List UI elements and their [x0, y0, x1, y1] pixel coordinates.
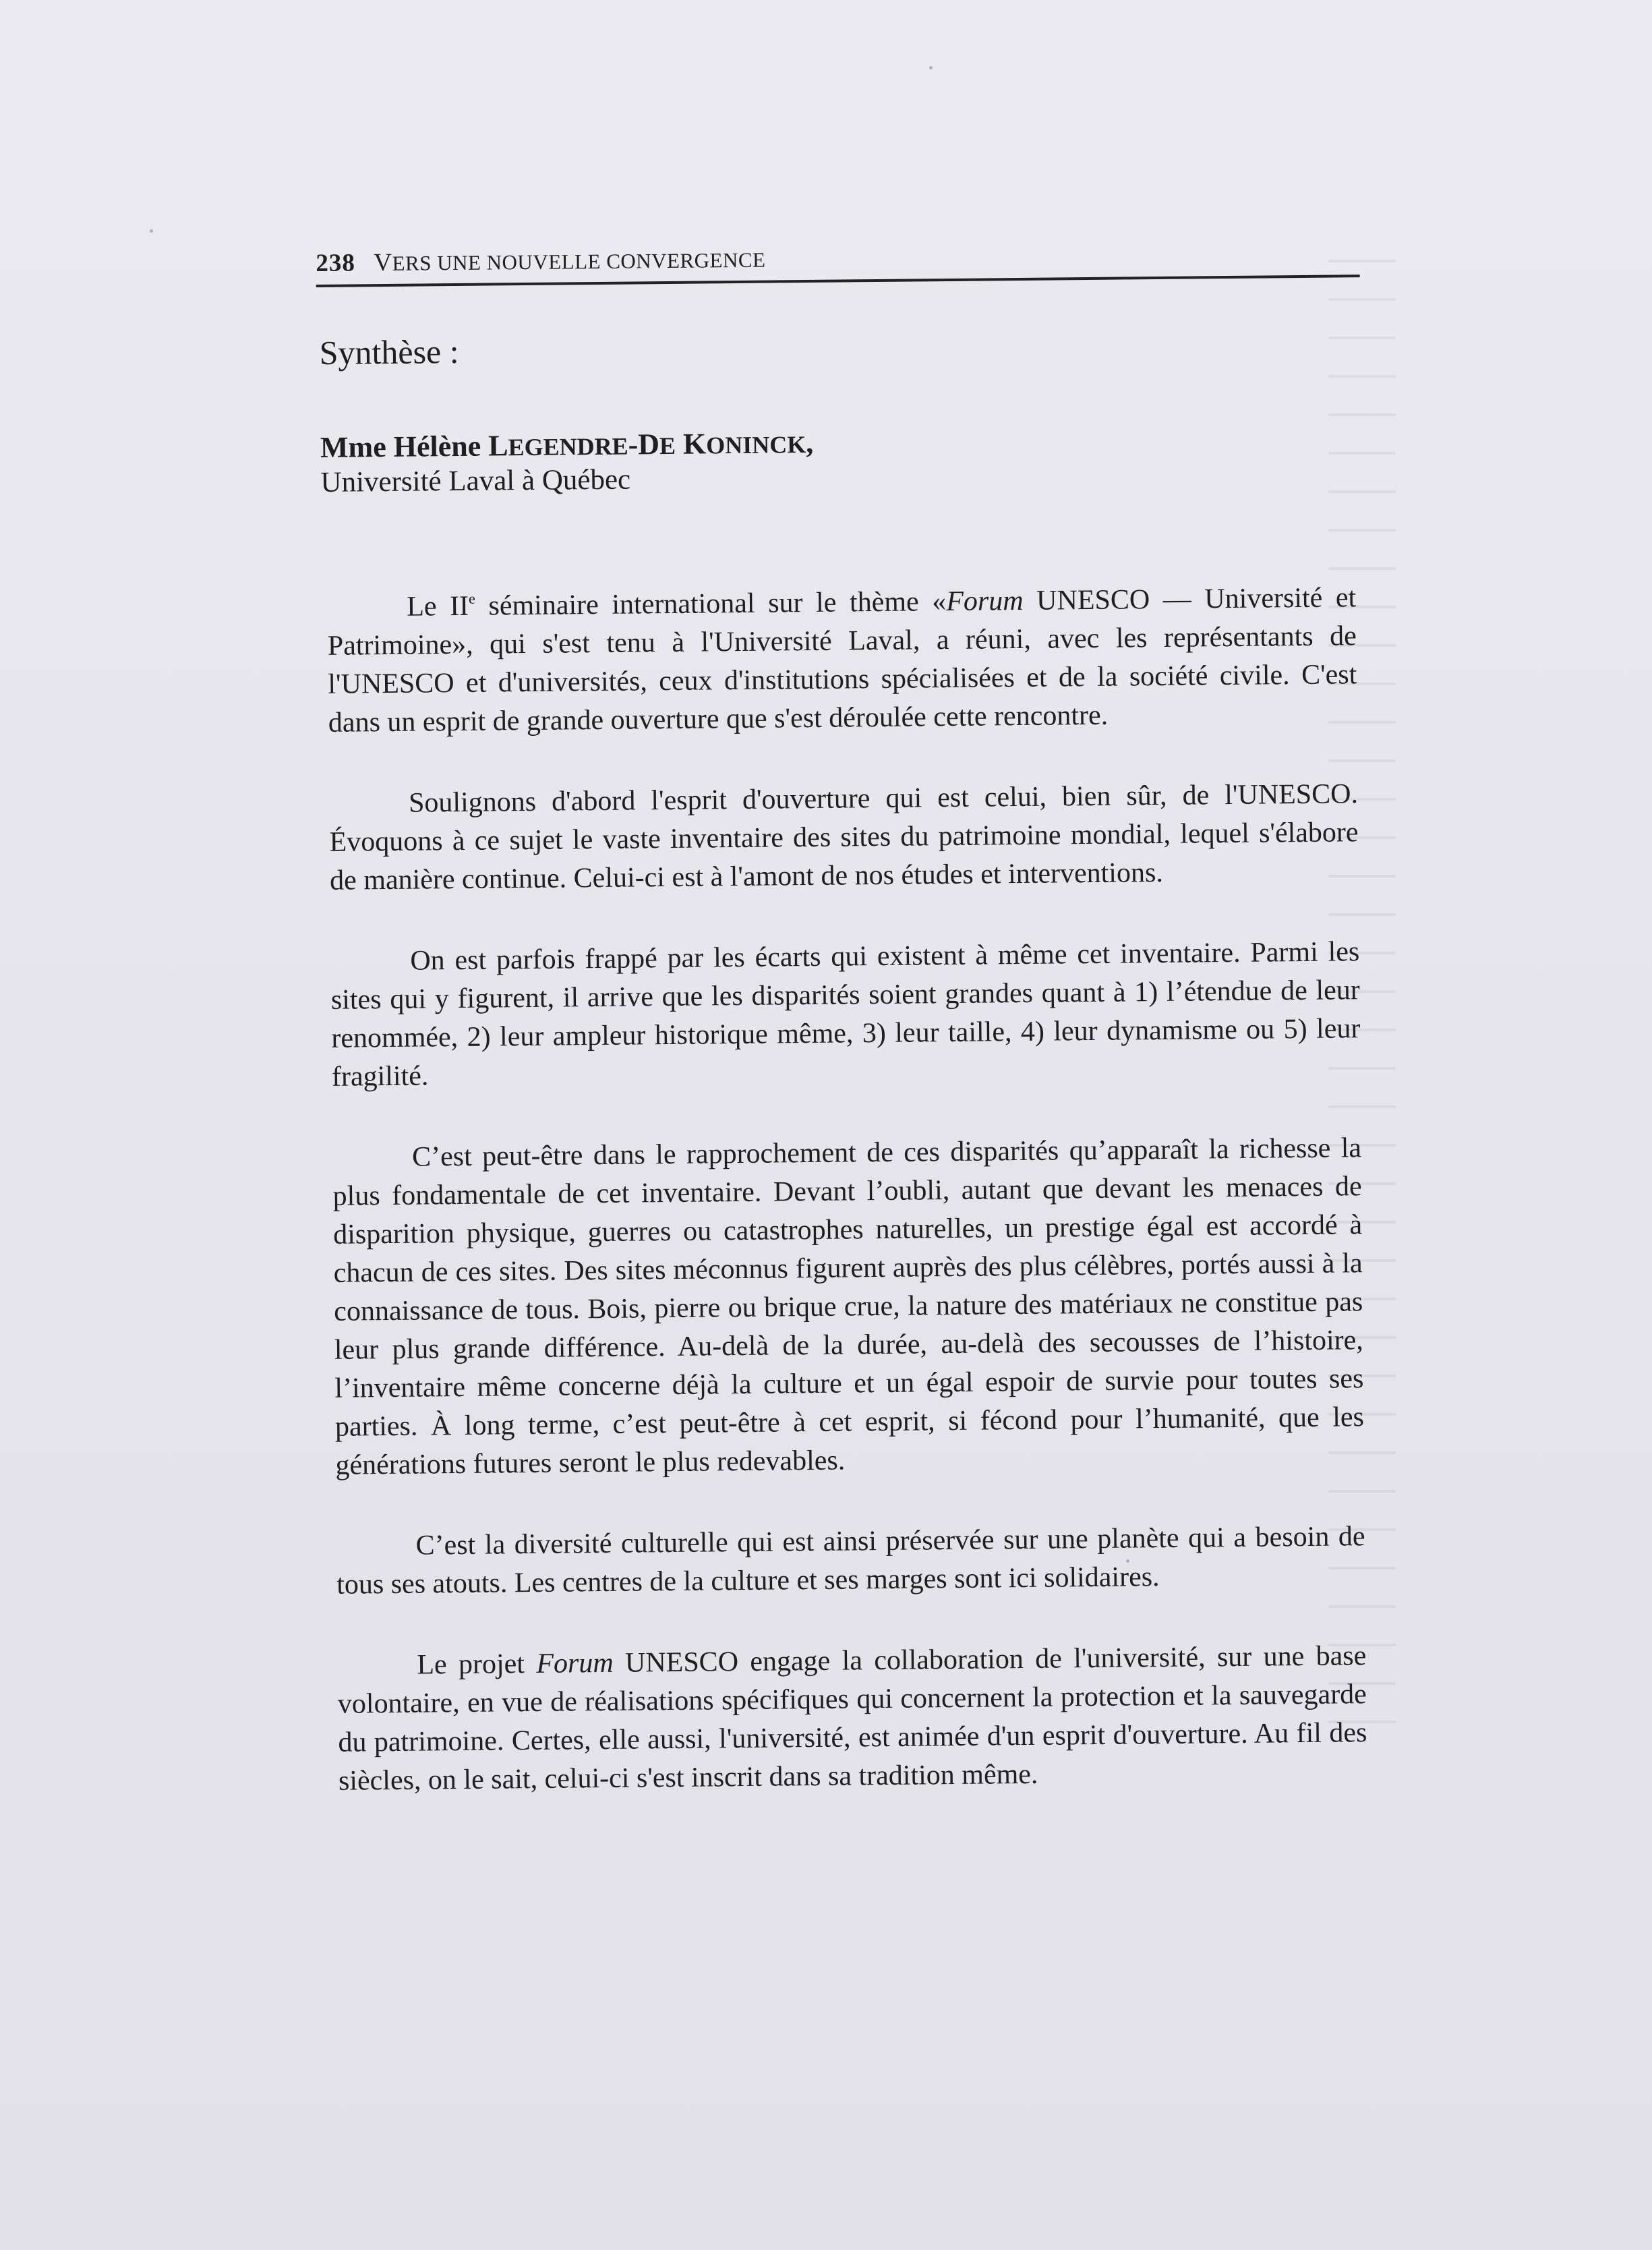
- paper-speck: [929, 66, 933, 69]
- paragraph-5: C’est la diversité culturelle qui est ainsi préservée sur une planète qui a besoin de tous ses atouts. Les centres de la culture et ses marges sont ici solidaires.: [336, 1521, 1365, 1600]
- paragraph-text: UNESCO engage la collaboration de l'université, sur une base volontaire, en vue de réalisations spécifiques qui concernent la protection et la sauvegarde du patrimoine. Certes, elle aussi, l'université, est animée d'un esprit d'ouverture. Au fil des siècles, on le sait, celui-ci s'est inscrit dans sa tradition même.: [337, 1640, 1367, 1797]
- italic-term: Forum: [946, 585, 1024, 618]
- author-affiliation: Université Laval à Québec: [320, 463, 631, 498]
- running-title: [374, 245, 766, 278]
- author-initial: L: [488, 429, 508, 463]
- author-smallcaps: ONINCK: [706, 431, 806, 459]
- paper-speck: [150, 229, 153, 233]
- author-initial: K: [682, 427, 707, 461]
- page-number: 238: [316, 249, 356, 277]
- paragraph-1: [327, 579, 1357, 743]
- italic-term: Forum: [536, 1648, 614, 1680]
- author-comma: ,: [806, 426, 814, 460]
- author-smallcaps: E: [659, 432, 676, 460]
- running-title-rest: ERS UNE NOUVELLE CONVERGENCE: [392, 248, 766, 275]
- paragraph-text: Le projet: [417, 1648, 537, 1681]
- paragraph-2: Soulignons d'abord l'esprit d'ouverture qui est celui, bien sûr, de l'UNESCO. Évoquons à ce sujet le vaste inventaire des sites du patrimoine mondial, lequel s'élabore de manière continue. Celui-ci est à l'amont de nos études et interventions.: [329, 778, 1359, 897]
- author-dash: -: [628, 428, 639, 461]
- paragraph-text: séminaire international sur le thème «: [475, 586, 947, 622]
- section-title: Synthèse :: [319, 332, 459, 372]
- book-page: [316, 226, 1376, 1843]
- paragraph-4: C’est peut-être dans le rapprochement de ces disparités qu’apparaît la richesse la plus fondamentale de cet inventaire. Devant l’oubli, autant que devant les menaces de disparition physique, guerres ou catastrophes naturelles, un prestige égal est accordé à chacun de ces sites. Des sites méconnus figurent auprès des plus célèbres, portés aussi à la connaissance de tous. Bois, pierre ou brique crue, la nature des matériaux ne constitue pas leur plus grande différence. Au-delà de la durée, au-delà des secousses de l’histoire, l’inventaire même concerne déjà la culture et un égal espoir de survie pour toutes ses parties. À long terme, c’est peut-être à cet esprit, si fécond pour l’humanité, que les générations futures seront le plus redevables.: [332, 1132, 1365, 1481]
- paragraph-6: [337, 1637, 1367, 1801]
- author-initial: D: [638, 428, 660, 461]
- author-smallcaps: EGENDRE: [508, 432, 628, 461]
- paragraph-text: Le II: [407, 591, 469, 623]
- paragraph-3: On est parfois frappé par les écarts qui existent à même cet inventaire. Parmi les sites qui y figurent, il arrive que les disparités soient grandes quant à 1) l’étendue de leur renommée, 2) leur ampleur historique même, 3) leur taille, 4) leur dynamisme ou 5) leur fragilité.: [330, 936, 1361, 1093]
- author-prefix: Mme Hélène: [320, 429, 489, 464]
- running-title-initial: V: [374, 248, 392, 277]
- paragraph-text: UNESCO — Université et Patrimoine», qui s'est tenu à l'Université Laval, a réuni, avec les représentants de l'UNESCO et d'universités, ceux d'institutions spécialisées et de la société civile. C'est dans un esprit de grande ouverture que s'est déroulée cette rencontre.: [327, 582, 1357, 739]
- running-header: [316, 226, 1360, 287]
- author-space: [676, 428, 683, 461]
- body-text: [327, 579, 1367, 1801]
- superscript: e: [468, 589, 475, 608]
